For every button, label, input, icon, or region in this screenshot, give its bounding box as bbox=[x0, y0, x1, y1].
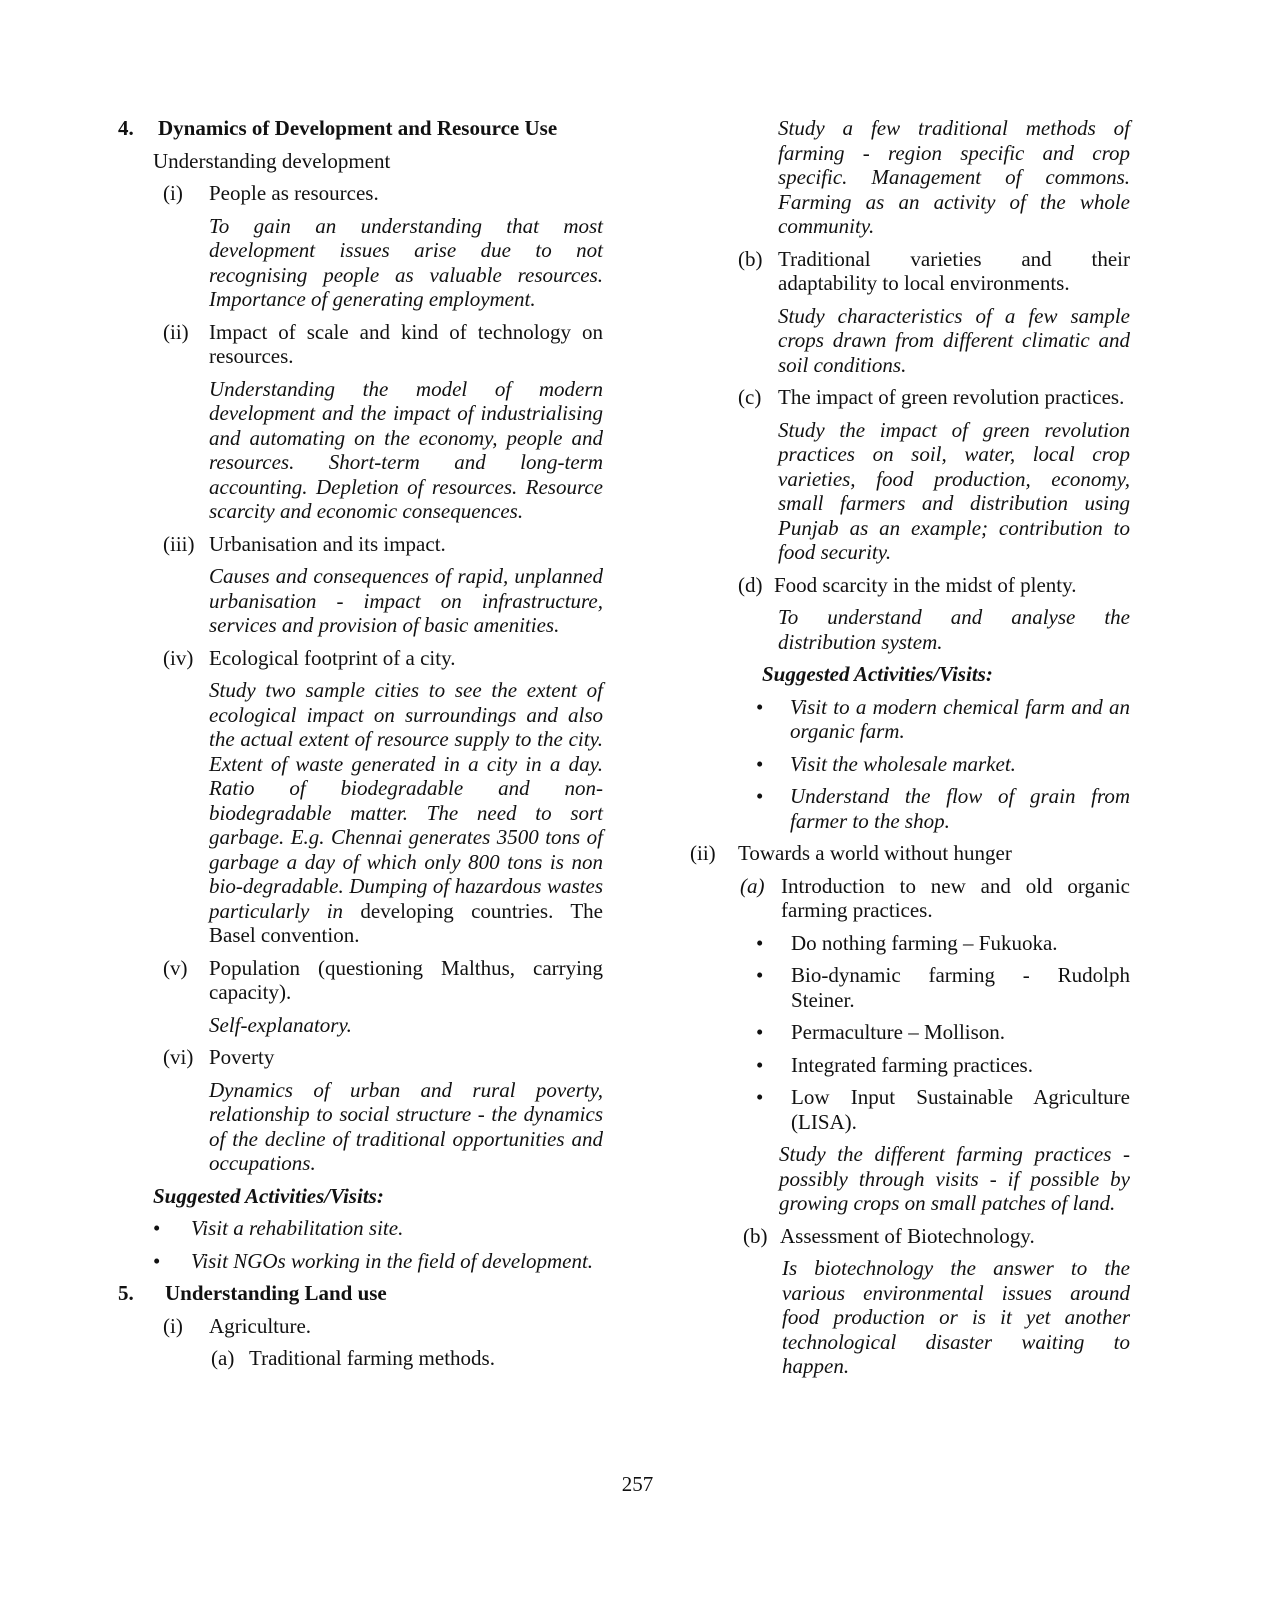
item-iv bbox=[118, 646, 603, 671]
item-agriculture bbox=[118, 1314, 603, 1339]
item-vi bbox=[118, 1045, 603, 1070]
bullet-icon: • bbox=[153, 1216, 161, 1240]
item-description: To gain an understanding that most development issues arise due to not recognising people as valuable resources. Importance of generating employment. bbox=[209, 213, 603, 311]
item-description: Study the different farming practices - possibly through visits - if possible by growing crops on small patches of land. bbox=[779, 1142, 1130, 1215]
item-label: (i) bbox=[163, 1313, 183, 1338]
list-item bbox=[118, 1216, 603, 1241]
list-item-text: Visit NGOs working in the field of development. bbox=[191, 1248, 594, 1273]
item-description: Dynamics of urban and rural poverty, relationship to social structure - the dynamics of the decline of traditional opportunities and occupations. bbox=[209, 1077, 603, 1175]
item-iii bbox=[118, 532, 603, 557]
item-text: Traditional varieties and their adaptability to local environments. bbox=[778, 246, 1130, 295]
list-item-text: Visit the wholesale market. bbox=[790, 751, 1016, 776]
item-ii bbox=[118, 320, 603, 369]
item-text: Food scarcity in the midst of plenty. bbox=[774, 572, 1077, 597]
item-text: Impact of scale and kind of technology on resources. bbox=[209, 319, 603, 368]
item-i bbox=[118, 181, 603, 206]
section-4-heading bbox=[118, 116, 603, 141]
activities-heading: Suggested Activities/Visits: bbox=[762, 662, 993, 686]
right-column bbox=[690, 116, 1130, 1387]
bullet-icon: • bbox=[756, 694, 764, 719]
list-item-text: Visit to a modern chemical farm and an organic farm. bbox=[790, 694, 1130, 743]
item-label: (a) bbox=[211, 1346, 235, 1370]
item-label: (v) bbox=[163, 955, 188, 980]
item-description: Is biotechnology the answer to the various environmental issues around food production or is it yet another technological disaster waiting to happen. bbox=[782, 1256, 1130, 1378]
item-c bbox=[690, 385, 1130, 410]
item-description: Understanding the model of modern development and the impact of industrialising and automating on the economy, people and resources. Short-term and long-term accounting. Depletion of resources. Resource scarcity and economic consequences. bbox=[209, 376, 603, 523]
item-description: To understand and analyse the distribution system. bbox=[778, 605, 1130, 654]
left-column bbox=[118, 116, 603, 1379]
item-ii-hunger bbox=[690, 841, 1130, 866]
section-number: 5. bbox=[118, 1281, 134, 1305]
item-description: Study the impact of green revolution practices on soil, water, local crop varieties, food production, economy, small farmers and distribution using Punjab as an example; contribution to food security. bbox=[778, 417, 1130, 564]
section-5-heading bbox=[118, 1281, 603, 1306]
item-label: (a) bbox=[740, 873, 765, 898]
list-item-text: Visit a rehabilitation site. bbox=[191, 1216, 404, 1240]
list-item-text: Do nothing farming – Fukuoka. bbox=[791, 930, 1058, 955]
list-item-text: Low Input Sustainable Agriculture (LISA). bbox=[791, 1085, 1130, 1134]
item-text: Population (questioning Malthus, carrying capacity). bbox=[209, 955, 603, 1004]
section-number: 4. bbox=[118, 116, 134, 140]
item-label: (ii) bbox=[163, 319, 189, 344]
list-item-text: Bio-dynamic farming - Rudolph Steiner. bbox=[791, 963, 1130, 1012]
section-title: Dynamics of Development and Resource Use bbox=[158, 116, 558, 140]
item-label: (c) bbox=[738, 385, 762, 409]
item-text: The impact of green revolution practices. bbox=[778, 385, 1125, 409]
item-text: Agriculture. bbox=[209, 1313, 312, 1338]
item-text: Poverty bbox=[209, 1045, 275, 1069]
item-label: (d) bbox=[738, 572, 763, 597]
item-description bbox=[209, 678, 603, 948]
list-item bbox=[118, 1249, 603, 1274]
list-item-text: Integrated farming practices. bbox=[791, 1052, 1033, 1077]
list-item-text: Permaculture – Mollison. bbox=[791, 1020, 1006, 1044]
item-text: Introduction to new and old organic farming practices. bbox=[781, 873, 1130, 922]
bullet-icon: • bbox=[153, 1248, 161, 1273]
bullet-icon: • bbox=[756, 784, 764, 808]
item-v bbox=[118, 956, 603, 1005]
item-description: Study a few traditional methods of farming - region specific and crop specific. Management of commons. Farming as an activity of the whole community. bbox=[778, 116, 1130, 238]
bullet-icon: • bbox=[756, 1020, 764, 1044]
item-description: Causes and consequences of rapid, unplanned urbanisation - impact on infrastructure, services and provision of basic amenities. bbox=[209, 564, 603, 637]
description-normal: developing countries. The Basel convention. bbox=[209, 898, 603, 947]
item-description: Self-explanatory. bbox=[209, 1012, 352, 1037]
item-text: Towards a world without hunger bbox=[738, 841, 1012, 865]
item-label: (iv) bbox=[163, 645, 194, 670]
item-text: Ecological footprint of a city. bbox=[209, 645, 456, 670]
list-item bbox=[690, 695, 1130, 744]
bullet-icon: • bbox=[756, 751, 764, 776]
item-a bbox=[118, 1346, 603, 1371]
list-item bbox=[690, 1020, 1130, 1045]
list-item bbox=[690, 1053, 1130, 1078]
item-ii-a bbox=[690, 874, 1130, 923]
item-ii-b bbox=[690, 1224, 1130, 1249]
activities-heading: Suggested Activities/Visits: bbox=[153, 1183, 384, 1208]
section-title: Understanding Land use bbox=[165, 1281, 387, 1305]
item-text: People as resources. bbox=[209, 181, 379, 205]
item-text: Urbanisation and its impact. bbox=[209, 531, 446, 556]
list-item-text: Understand the flow of grain from farmer to the shop. bbox=[790, 784, 1130, 833]
list-item bbox=[690, 752, 1130, 777]
list-item bbox=[690, 963, 1130, 1012]
bullet-icon: • bbox=[756, 930, 764, 955]
bullet-icon: • bbox=[756, 963, 764, 987]
item-description: Study characteristics of a few sample crops drawn from different climatic and soil conditions. bbox=[778, 303, 1130, 377]
item-b bbox=[690, 247, 1130, 296]
list-item bbox=[690, 784, 1130, 833]
section-subtitle: Understanding development bbox=[153, 148, 391, 173]
page-number: 257 bbox=[621, 1472, 654, 1496]
item-text: Assessment of Biotechnology. bbox=[780, 1223, 1035, 1248]
list-item bbox=[690, 1085, 1130, 1134]
bullet-icon: • bbox=[756, 1085, 764, 1109]
item-label: (iii) bbox=[163, 531, 195, 556]
bullet-icon: • bbox=[756, 1052, 764, 1077]
item-text: Traditional farming methods. bbox=[249, 1346, 495, 1370]
item-label: (i) bbox=[163, 181, 183, 205]
item-label: (b) bbox=[743, 1223, 768, 1248]
item-label: (b) bbox=[738, 246, 763, 271]
item-label: (ii) bbox=[690, 841, 716, 865]
description-italic: Study two sample cities to see the extent of ecological impact on surroundings and also the actual extent of resource supply to the city. Extent of waste generated in a city in a day. Ratio of biodegradable and non-biodegradable matter. The need to sort garbage. E.g. Chennai generates 3500 tons of garbage a day of which only 800 tons is non bio-degradable. Dumping of hazardous wastes particularly in bbox=[209, 678, 603, 923]
item-d bbox=[690, 573, 1130, 598]
list-item bbox=[690, 931, 1130, 956]
item-label: (vi) bbox=[163, 1045, 194, 1069]
